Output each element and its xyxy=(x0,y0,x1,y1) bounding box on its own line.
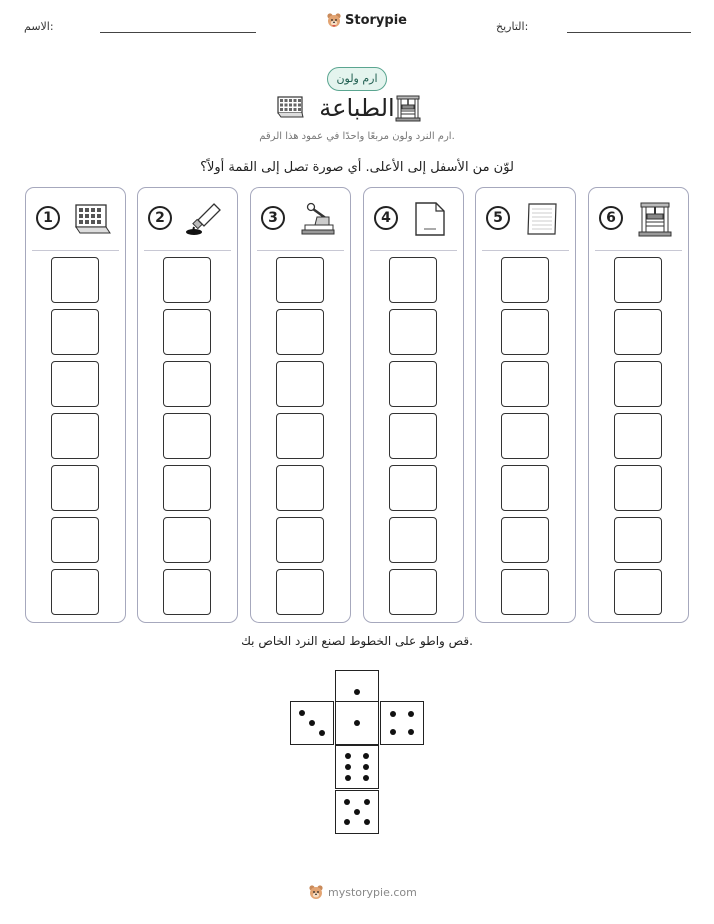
color-cell[interactable] xyxy=(51,465,99,511)
storypie-mascot-icon xyxy=(308,884,324,900)
color-cell[interactable] xyxy=(614,465,662,511)
color-cell[interactable] xyxy=(276,413,324,459)
color-cell[interactable] xyxy=(51,257,99,303)
color-cell[interactable] xyxy=(614,309,662,355)
color-cell[interactable] xyxy=(276,257,324,303)
color-cell[interactable] xyxy=(51,517,99,563)
brand-logo xyxy=(326,12,407,28)
dice-pip xyxy=(319,730,325,736)
dice-pip xyxy=(363,775,369,781)
name-line[interactable] xyxy=(100,32,256,33)
color-cell[interactable] xyxy=(163,257,211,303)
color-cell[interactable] xyxy=(389,465,437,511)
dice-face-6 xyxy=(335,745,379,789)
footer xyxy=(308,884,417,900)
color-cell[interactable] xyxy=(614,569,662,615)
color-cell[interactable] xyxy=(501,361,549,407)
dice-pip xyxy=(354,809,360,815)
color-cell[interactable] xyxy=(501,309,549,355)
dice-pip xyxy=(299,710,305,716)
page-title: الطباعة xyxy=(319,94,395,122)
color-cell[interactable] xyxy=(389,569,437,615)
color-cell[interactable] xyxy=(389,517,437,563)
column-divider xyxy=(32,250,119,251)
column-2 xyxy=(137,187,238,623)
dice-pip xyxy=(354,689,360,695)
dice-face-5 xyxy=(335,790,379,834)
printing-block-icon xyxy=(72,201,112,237)
dice-net xyxy=(290,657,426,837)
column-divider xyxy=(257,250,344,251)
dice-pip xyxy=(344,799,350,805)
column-divider xyxy=(370,250,457,251)
color-cell[interactable] xyxy=(276,465,324,511)
dice-pip xyxy=(364,799,370,805)
page-subtitle: ارم النرد ولون مربعًا واحدًا في عمود هذا الرقم. xyxy=(259,131,455,142)
column-divider xyxy=(595,250,682,251)
parchment-icon xyxy=(522,201,562,237)
column-4 xyxy=(363,187,464,623)
color-cell[interactable] xyxy=(501,517,549,563)
column-6 xyxy=(588,187,689,623)
color-cell[interactable] xyxy=(389,413,437,459)
color-cell[interactable] xyxy=(501,257,549,303)
ink-tube-icon xyxy=(184,201,224,237)
column-divider xyxy=(482,250,569,251)
color-cell[interactable] xyxy=(51,309,99,355)
column-1 xyxy=(25,187,126,623)
dice-pip xyxy=(345,753,351,759)
color-cell[interactable] xyxy=(276,517,324,563)
color-cell[interactable] xyxy=(51,361,99,407)
color-cell[interactable] xyxy=(389,361,437,407)
column-number: 2 xyxy=(148,206,172,230)
color-cell[interactable] xyxy=(51,569,99,615)
printing-press-icon xyxy=(394,94,422,122)
color-cell[interactable] xyxy=(163,465,211,511)
color-cell[interactable] xyxy=(51,413,99,459)
color-cell[interactable] xyxy=(389,257,437,303)
column-divider xyxy=(144,250,231,251)
column-number: 6 xyxy=(599,206,623,230)
dice-pip xyxy=(344,819,350,825)
brand-name: Storypie xyxy=(345,12,407,28)
storypie-mascot-icon xyxy=(326,12,342,28)
column-number: 4 xyxy=(374,206,398,230)
dice-pip xyxy=(390,711,396,717)
color-cell[interactable] xyxy=(276,361,324,407)
color-cell[interactable] xyxy=(614,517,662,563)
dice-face-4 xyxy=(380,701,424,745)
color-cell[interactable] xyxy=(163,309,211,355)
dice-pip xyxy=(364,819,370,825)
name-label: الاسم: xyxy=(24,20,54,33)
dice-pip xyxy=(363,764,369,770)
color-cell[interactable] xyxy=(163,361,211,407)
date-line[interactable] xyxy=(567,32,691,33)
dice-pip xyxy=(390,729,396,735)
activity-badge: ارم ولون xyxy=(327,67,387,91)
color-cell[interactable] xyxy=(163,569,211,615)
column-5 xyxy=(475,187,576,623)
color-cell[interactable] xyxy=(276,309,324,355)
color-cell[interactable] xyxy=(501,413,549,459)
color-cell[interactable] xyxy=(501,569,549,615)
column-number: 1 xyxy=(36,206,60,230)
dice-pip xyxy=(408,711,414,717)
column-3 xyxy=(250,187,351,623)
dice-pip xyxy=(309,720,315,726)
dice-face-1 xyxy=(335,701,379,745)
color-cell[interactable] xyxy=(501,465,549,511)
column-number: 3 xyxy=(261,206,285,230)
color-cell[interactable] xyxy=(163,517,211,563)
dice-face-3 xyxy=(290,701,334,745)
color-cell[interactable] xyxy=(614,413,662,459)
embosser-stamp-icon xyxy=(297,201,337,237)
column-number: 5 xyxy=(486,206,510,230)
footer-url[interactable]: mystorypie.com xyxy=(328,885,417,899)
coloring-instruction: لوّن من الأسفل إلى الأعلى. أي صورة تصل إلى القمة أولاً؟ xyxy=(200,160,514,175)
date-label: التاريخ: xyxy=(496,20,529,33)
color-cell[interactable] xyxy=(276,569,324,615)
printing-press-icon xyxy=(635,201,675,237)
cut-fold-instruction: قص واطو على الخطوط لصنع النرد الخاص بك. xyxy=(241,634,473,648)
dice-pip xyxy=(408,729,414,735)
color-cell[interactable] xyxy=(389,309,437,355)
dice-pip xyxy=(345,775,351,781)
dice-pip xyxy=(345,764,351,770)
color-cell[interactable] xyxy=(614,257,662,303)
dice-pip xyxy=(354,720,360,726)
dice-pip xyxy=(363,753,369,759)
color-cell[interactable] xyxy=(614,361,662,407)
color-cell[interactable] xyxy=(163,413,211,459)
paper-sheet-icon xyxy=(410,201,450,237)
